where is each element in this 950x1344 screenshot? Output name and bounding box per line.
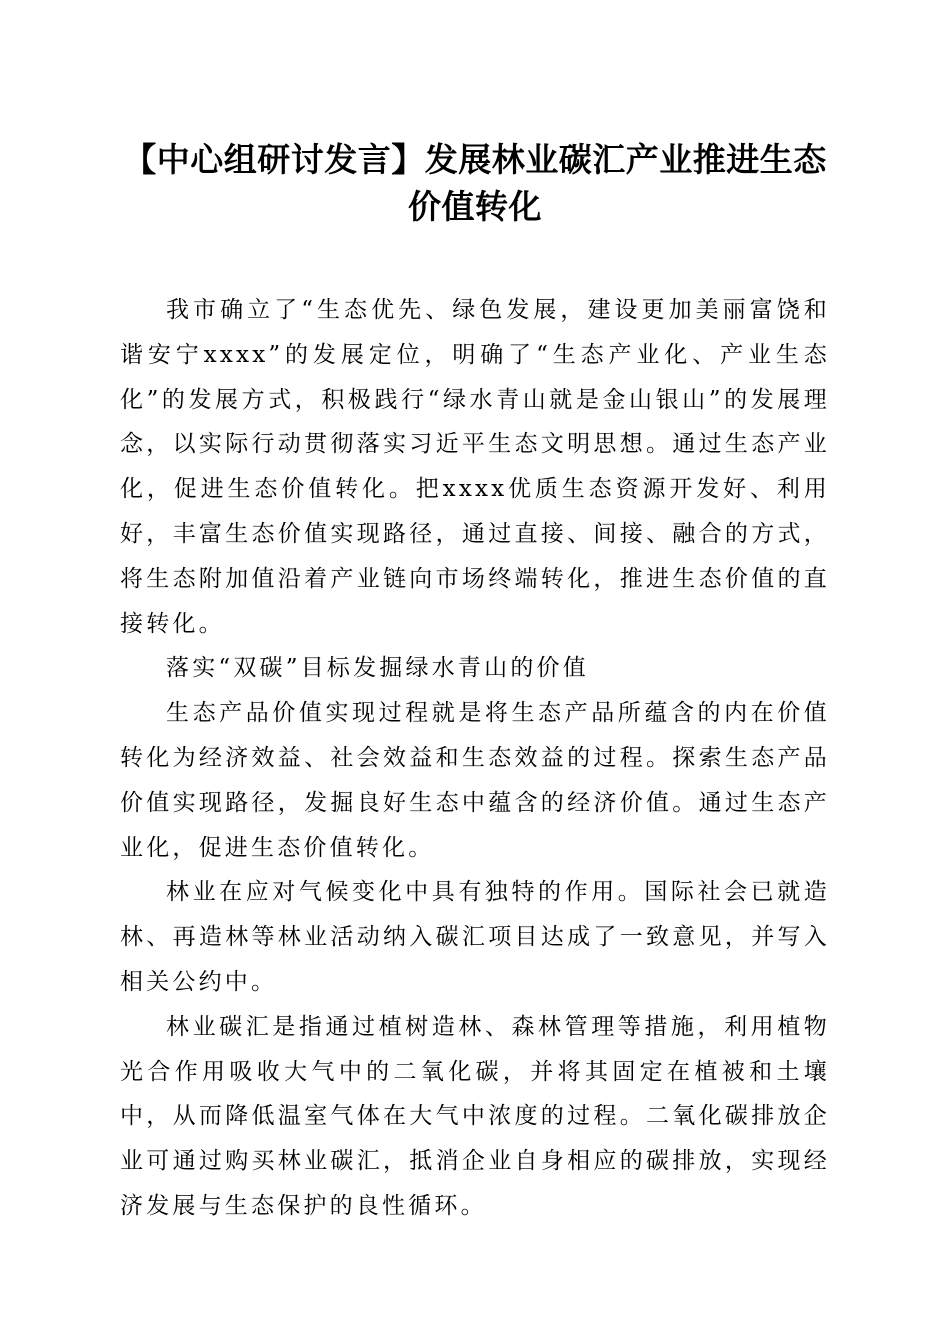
paragraph-value-realization: 生态产品价值实现过程就是将生态产品所蕴含的内在价值转化为经济效益、社会效益和生态效益的过程。探索生态产品价值实现路径，发掘良好生态中蕴含的经济价值。通过生态产业化，促进生态价值转化。 <box>120 700 830 861</box>
document-body <box>120 288 830 1229</box>
paragraph-forestry-carbon-sink: 林业碳汇是指通过植树造林、森林管理等措施，利用植物光合作用吸收大气中的二氧化碳，并将其固定在植被和土壤中，从而降低温室气体在大气中浓度的过程。二氧化碳排放企业可通过购买林业碳汇，抵消企业自身相应的碳排放，实现经济发展与生态保护的良性循环。 <box>120 1013 830 1219</box>
document-title: 【中心组研讨发言】发展林业碳汇产业推进生态价值转化 <box>123 140 827 226</box>
paragraph-forestry-climate: 林业在应对气候变化中具有独特的作用。国际社会已就造林、再造林等林业活动纳入碳汇项目达成了一致意见，并写入相关公约中。 <box>120 879 830 995</box>
section-heading: 落实“双碳”目标发掘绿水青山的价值 <box>166 655 589 682</box>
paragraph-intro: 我市确立了“生态优先、绿色发展，建设更加美丽富饶和谐安宁xxxx”的发展定位，明确了“生态产业化、产业生态化”的发展方式，积极践行“绿水青山就是金山银山”的发展理念，以实际行动贯彻落实习近平生态文明思想。通过生态产业化，促进生态价值转化。把xxxx优质生态资源开发好、利用好，丰富生态价值实现路径，通过直接、间接、融合的方式，将生态附加值沿着产业链向市场终端转化，推进生态价值的直接转化。 <box>120 297 830 637</box>
